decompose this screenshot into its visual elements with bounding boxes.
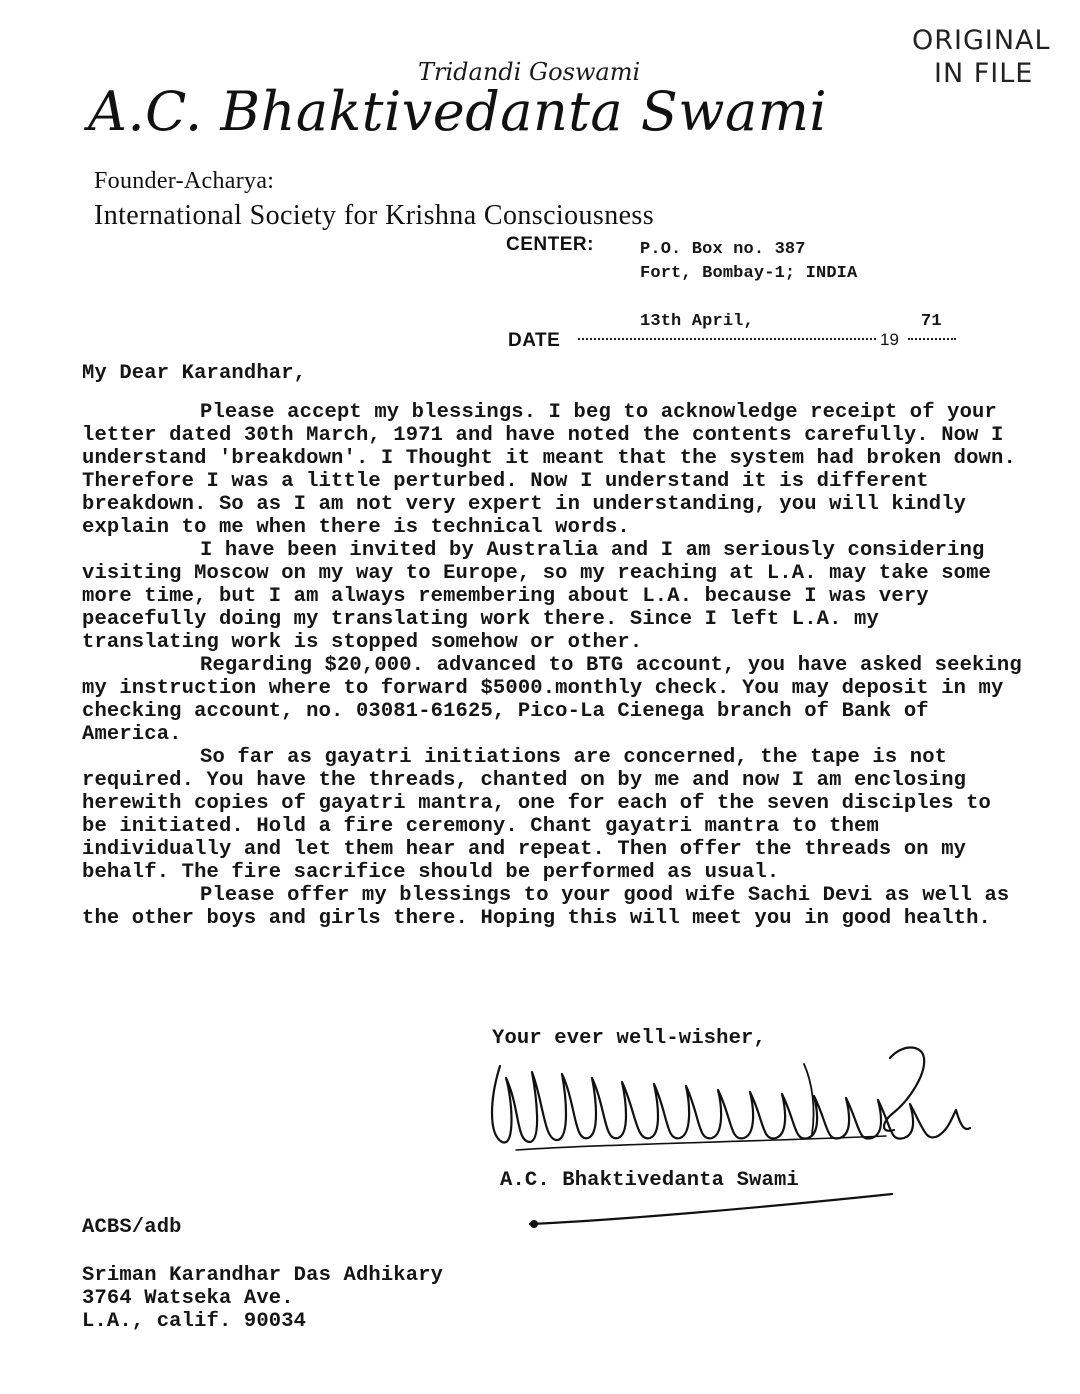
recipient-line-2: 3764 Watseka Ave. [82, 1287, 294, 1310]
typed-signature-name: A.C. Bhaktivedanta Swami [500, 1169, 799, 1192]
recipient-line-1: Sriman Karandhar Das Adhikary [82, 1264, 444, 1287]
date-dotted-line [578, 338, 876, 340]
date-year-prefix: 19 [880, 330, 899, 349]
recipient-line-3: L.A., calif. 90034 [82, 1310, 307, 1333]
signature-underline [528, 1184, 900, 1232]
letter-body [82, 401, 1022, 930]
body-paragraph-2: I have been invited by Australia and I am seriously considering visiting Moscow on my way to Europe, so my reaching at L.A. may take some more time, but I am always remembering about L.A. because I was very peacefully doing my translating work there. Since I left L.A. my translating work is stopped somehow or other. [82, 539, 991, 654]
center-label: CENTER: [506, 234, 594, 255]
year-dotted-line [908, 338, 956, 340]
letter-year: 71 [921, 312, 942, 331]
body-paragraph-3: Regarding $20,000. advanced to BTG account, you have asked seeking my instruction where to forward $5000.monthly check. You may deposit in my checking account, no. 03081-61625, Pico-La Cienega branch of Bank of America. [82, 654, 1022, 746]
recipient-address [82, 1264, 443, 1333]
body-paragraph-5: Please offer my blessings to your good wife Sachi Devi as well as the other boys and girls there. Hoping this will meet you in good health. [82, 884, 1010, 930]
center-address [640, 238, 857, 286]
original-in-file-stamp [912, 24, 1062, 90]
letter-date: 13th April, [640, 312, 754, 331]
salutation: My Dear Karandhar, [82, 362, 307, 385]
typist-initials: ACBS/adb [82, 1216, 182, 1239]
founder-line: Founder-Acharya: [94, 168, 275, 194]
stamp-line-2: IN FILE [934, 58, 1034, 89]
body-paragraph-4: So far as gayatri initiations are concerned, the tape is not required. You have the threads, chanted on by me and now I am enclosing herewith copies of gayatri mantra, one for each of the seven disciples to be initiated. Hold a fire ceremony. Chant gayatri mantra to them individually and let them hear and repeat. Then offer the threads on my behalf. The fire sacrifice should be performed as usual. [82, 746, 991, 884]
handwritten-signature [486, 1038, 976, 1168]
date-label: DATE [508, 330, 561, 351]
body-paragraph-1: Please accept my blessings. I beg to acknowledge receipt of your letter dated 30th March, 1971 and have noted the contents carefully. Now I understand 'breakdown'. I Thought it meant that the system had broken down. Therefore I was a little perturbed. Now I understand it is different breakdown. So as I am not very expert in understanding, you will kindly explain to me when there is technical words. [82, 401, 1016, 539]
letterhead-name: A.C. Bhaktivedanta Swami [88, 80, 828, 143]
letterhead-subtitle: Tridandi Goswami [418, 58, 641, 86]
closing: Your ever well-wisher, [492, 1027, 766, 1050]
center-address-line-1: P.O. Box no. 387 [640, 240, 806, 259]
society-name: International Society for Krishna Consciousness [94, 200, 655, 231]
center-address-line-2: Fort, Bombay-1; INDIA [640, 264, 858, 283]
stamp-line-1: ORIGINAL [912, 25, 1051, 56]
